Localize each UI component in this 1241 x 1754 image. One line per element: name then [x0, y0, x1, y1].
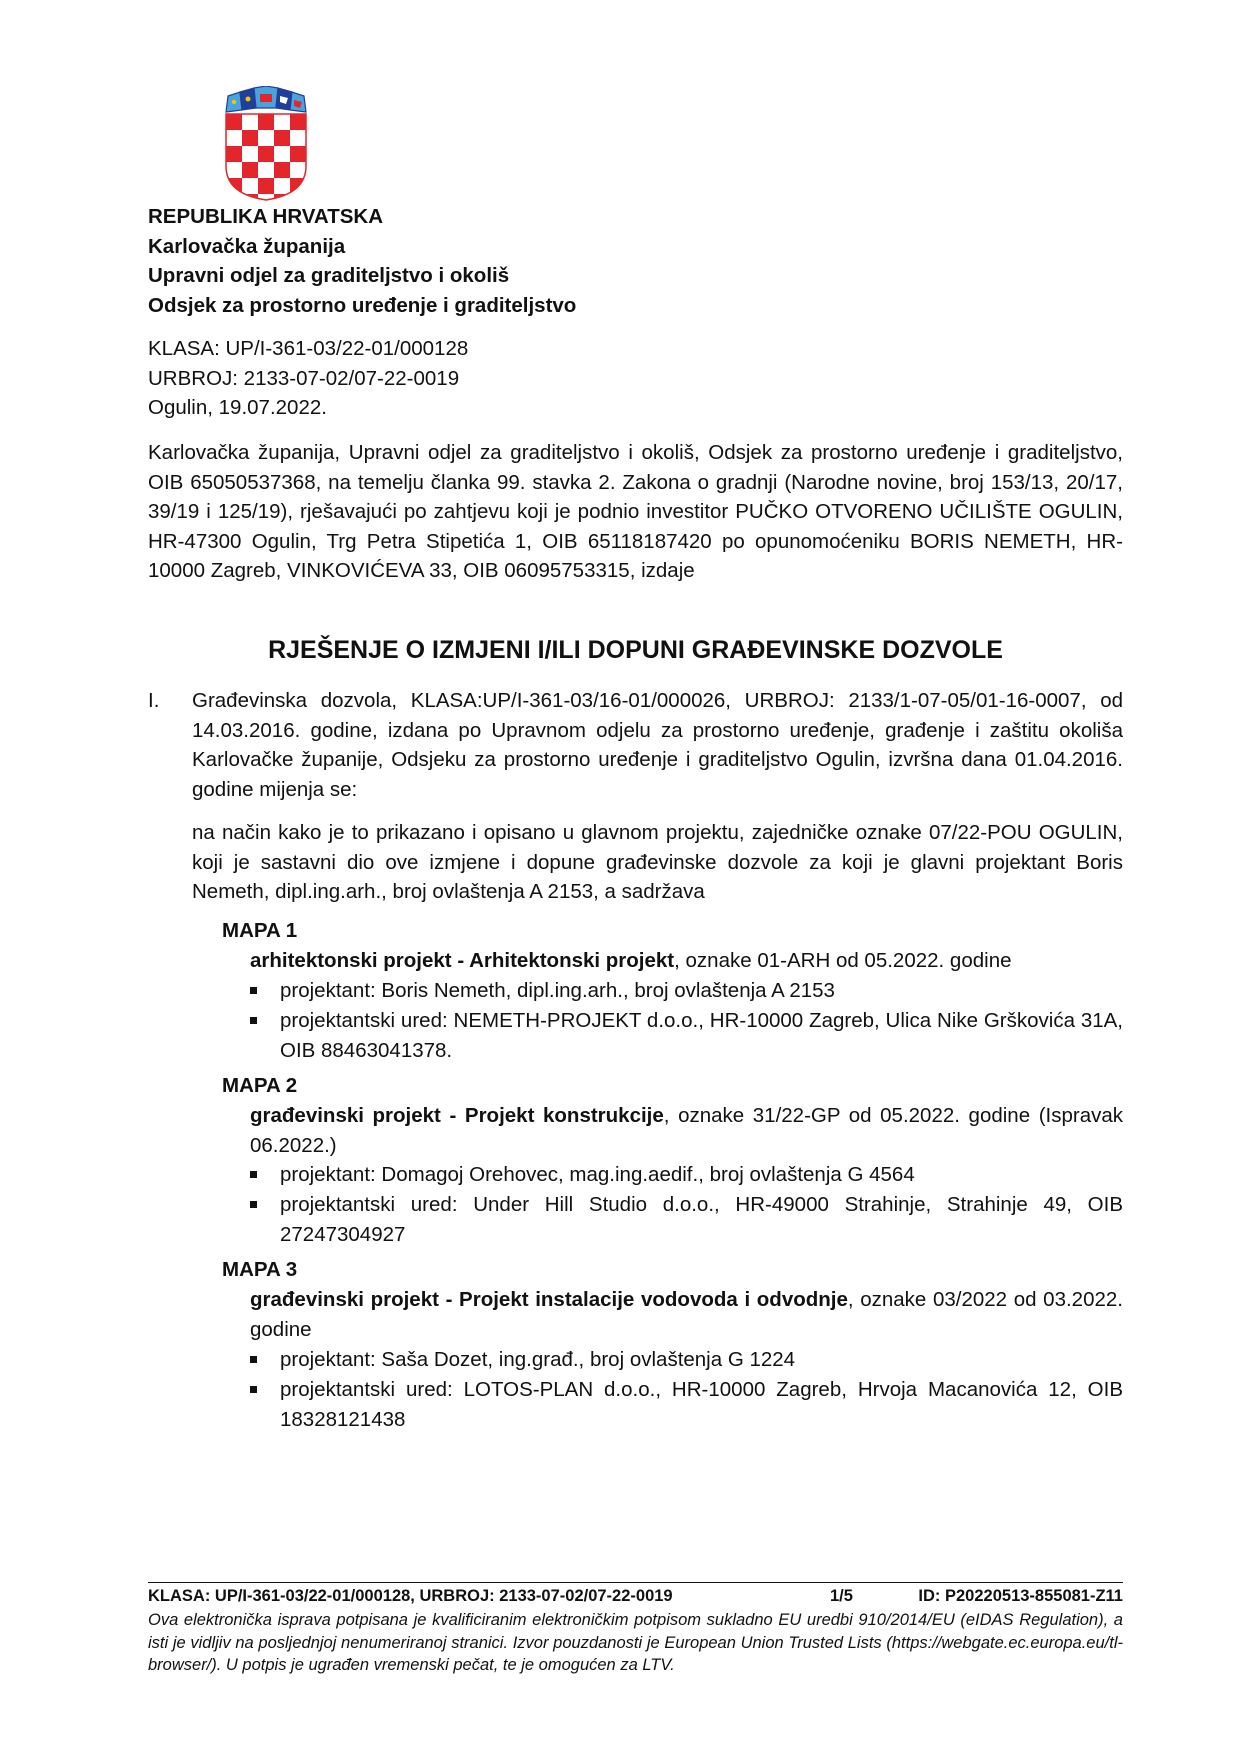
mapa-2-bullet-office: projektantski ured: Under Hill Studio d.o.o., HR-49000 Strahinje, Strahinje 49, OIB 27247304927	[250, 1190, 1123, 1249]
checkerboard-shield	[226, 114, 306, 201]
checker-square	[258, 114, 274, 130]
bullet-icon	[250, 1171, 257, 1178]
header-department: Upravni odjel za graditeljstvo i okoliš	[148, 264, 510, 287]
checker-square	[274, 162, 290, 178]
header-section: Odsjek za prostorno uređenje i graditeljstvo	[148, 293, 577, 317]
checker-square	[226, 146, 242, 162]
mapa-2-label: MAPA 2	[222, 1074, 298, 1097]
intro-paragraph: Karlovačka županija, Upravni odjel za graditeljstvo i okoliš, Odsjek za prostorno uređenje i graditeljstvo, OIB 65050537368, na temelju članka 99. stavka 2. Zakona o gradnji (Narodne novine, broj 153/13, 20/17, 39/19 i 125/19), rješavajući po zahtjevu koji je podnio investitor PUČKO OTVORENO UČILIŠTE OGULIN, HR-47300 Ogulin, Trg Petra Stipetića 1, OIB 65118187420 po opunomoćeniku BORIS NEMETH, HR-10000 Zagreb, VINKOVIĆEVA 33, OIB 06095753315, izdaje	[148, 441, 1123, 582]
header-county: Karlovačka županija	[148, 234, 346, 258]
mapa-3-label: MAPA 3	[222, 1258, 298, 1281]
bullet-icon	[250, 1201, 257, 1208]
checker-square	[258, 178, 274, 194]
mapa-3-bullet-office: projektantski ured: LOTOS-PLAN d.o.o., HR-10000 Zagreb, Hrvoja Macanovića 12, OIB 18328121438	[250, 1375, 1123, 1434]
klasa-line: KLASA: UP/I-361-03/22-01/000128	[148, 337, 469, 360]
mapa-2-project-title: građevinski projekt - Projekt konstrukcije	[250, 1104, 664, 1127]
mapa-1-bullet-office: projektantski ured: NEMETH-PROJEKT d.o.o., HR-10000 Zagreb, Ulica Nike Grškovića 31A, OIB 88463041378.	[250, 1006, 1123, 1065]
issuer-header	[148, 202, 1123, 320]
mapa-1-label: MAPA 1	[222, 919, 298, 942]
mapa-1-project-title: arhitektonski projekt - Arhitektonski projekt	[250, 949, 675, 972]
mapa-1-project-detail: , oznake 01-ARH od 05.2022. godine	[674, 949, 1012, 972]
checker-square	[258, 146, 274, 162]
section-number: I.	[148, 689, 160, 712]
footer-divider	[148, 1582, 1123, 1583]
header-republic: REPUBLIKA HRVATSKA	[148, 205, 383, 228]
document-id: ID: P20220513-855081-Z11	[918, 1587, 1123, 1605]
footer-reference	[148, 1585, 1123, 1607]
checker-square	[242, 130, 258, 146]
mapa-3-project-title: građevinski projekt - Projekt instalacije vodovoda i odvodnje	[250, 1288, 848, 1311]
reference-block	[148, 334, 1123, 423]
signature-notice: Ova elektronička isprava potpisana je kvalificiranim elektroničkim potpisom sukladno EU uredbi 910/2014/EU (eIDAS Regulation), a isti je vidljiv na posljednjoj nenumeriranoj stranici. Izvor pouzdanosti je European Union Trusted Lists (https://webgate.ec.europa.eu/tl-browser/). U potpis je ugrađen vremenski pečat, te je omogućen za LTV.	[148, 1611, 1123, 1674]
urbroj-line: URBROJ: 2133-07-02/07-22-0019	[148, 366, 460, 390]
place-date-line: Ogulin, 19.07.2022.	[148, 396, 327, 419]
checker-square	[242, 162, 258, 178]
mapa-3-project	[250, 1285, 1123, 1344]
section-paragraph-2: na način kako je to prikazano i opisano u glavnom projektu, zajedničke oznake 07/22-POU OGULIN, koji je sastavni dio ove izmjene i dopune građevinske dozvole za koji je glavni projektant Boris Nemeth, dipl.ing.arh., broj ovlaštenja A 2153, a sadržava	[192, 821, 1123, 903]
bullet-icon	[250, 1017, 257, 1024]
bullet-icon	[250, 1356, 257, 1363]
mapa-2-bullet-designer: projektant: Domagoj Orehovec, mag.ing.aedif., broj ovlaštenja G 4564	[250, 1160, 1123, 1190]
checker-square	[226, 114, 242, 130]
footer-klasa-urbroj: KLASA: UP/I-361-03/22-01/000128, URBROJ: 2133-07-02/07-22-0019	[148, 1587, 673, 1605]
mapa-3-project-detail: , oznake 03/2022 od 03.2022. godine	[250, 1288, 1123, 1341]
mapa-1-project	[250, 946, 1123, 976]
document-title: RJEŠENJE O IZMJENI I/ILI DOPUNI GRAĐEVINSKE DOZVOLE	[268, 636, 1003, 664]
checker-square	[290, 114, 306, 130]
checker-square	[290, 146, 306, 162]
croatian-coat-of-arms-icon	[224, 86, 308, 201]
mapa-3-bullet-designer: projektant: Saša Dozet, ing.građ., broj ovlaštenja G 1224	[250, 1345, 1123, 1375]
checker-square	[274, 130, 290, 146]
section-paragraph: Građevinska dozvola, KLASA:UP/I-361-03/16-01/000026, URBROJ: 2133/1-07-05/01-16-0007, od 14.03.2016. godine, izdana po Upravnom odjelu za prostorno uređenje, građenje i zaštitu okoliša Karlovačke županije, Odsjeku za prostorno uređenje i graditeljstvo Ogulin, izvršna dana 01.04.2016. godine mijenja se:	[192, 689, 1123, 801]
bullet-icon	[250, 1386, 257, 1393]
mapa-2-project-detail: , oznake 31/22-GP od 05.2022. godine (Ispravak 06.2022.)	[250, 1104, 1124, 1157]
page-number: 1/5	[830, 1587, 853, 1605]
bullet-icon	[250, 987, 257, 994]
mapa-1-bullet-designer: projektant: Boris Nemeth, dipl.ing.arh., broj ovlaštenja A 2153	[250, 976, 1123, 1006]
mapa-2-project	[250, 1101, 1123, 1160]
